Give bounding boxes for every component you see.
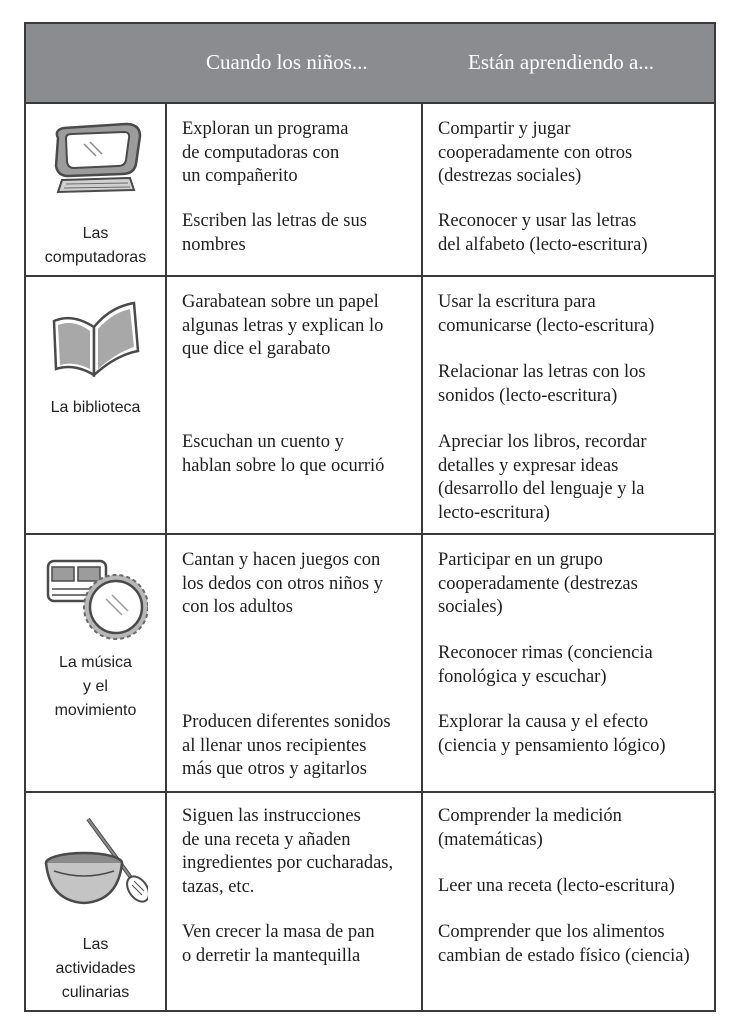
table-header: [26, 24, 714, 104]
music-icon: [44, 551, 148, 643]
category-label: Las actividades culinarias: [55, 936, 136, 1001]
category-label: La biblioteca: [50, 399, 141, 416]
when-block: Escuchan un cuento y hablan sobre lo que ocurrió: [182, 432, 385, 476]
learn-block: Relacionar las letras con los sonidos (lecto-escritura): [438, 362, 646, 406]
when-block: Producen diferentes sonidos al llenar unos recipientes más que otros y agitarlos: [182, 712, 391, 779]
learn-block: Apreciar los libros, recordar detalles y expresar ideas (desarrollo del lenguaje y la lecto-escritura): [438, 432, 647, 523]
table-row: [26, 793, 714, 1010]
learn-block: Participar en un grupo cooperadamente (destrezas sociales): [438, 550, 638, 617]
when-block: Garabatean sobre un papel algunas letras y explican lo que dice el garabato: [182, 292, 384, 359]
when-block: Escriben las letras de sus nombres: [182, 211, 367, 255]
cooking-bowl-icon: [44, 815, 148, 909]
category-label: Las computadoras: [44, 225, 147, 266]
table-row: [26, 535, 714, 793]
when-block: Cantan y hacen juegos con los dedos con otros niños y con los adultos: [182, 550, 383, 617]
category-cell: [26, 277, 165, 533]
header-when-children: Cuando los niños...: [206, 50, 368, 74]
learn-block: Compartir y jugar cooperadamente con otros (destrezas sociales): [438, 119, 633, 186]
learn-block: Reconocer y usar las letras del alfabeto (lecto-escritura): [438, 211, 648, 255]
when-block: Siguen las instrucciones de una receta y añaden ingredientes por cucharadas, tazas, etc.: [182, 806, 394, 897]
book-icon: [44, 297, 148, 377]
category-cell: [26, 535, 165, 791]
category-cell: [26, 102, 165, 275]
learn-block: Leer una receta (lecto-escritura): [438, 876, 675, 896]
when-block: Exploran un programa de computadoras con un compañerito: [182, 119, 349, 186]
learn-block: Comprender la medición (matemáticas): [438, 806, 622, 850]
learn-block: Usar la escritura para comunicarse (lecto-escritura): [438, 292, 655, 336]
category-label: La música y el movimiento: [54, 654, 137, 719]
header-learning: Están aprendiendo a...: [468, 50, 655, 74]
table-row: [26, 102, 714, 277]
when-block: Ven crecer la masa de pan o derretir la mantequilla: [182, 922, 375, 966]
category-cell: [26, 793, 165, 1010]
learn-block: Reconocer rimas (conciencia fonológica y escuchar): [438, 643, 653, 687]
learn-block: Comprender que los alimentos cambian de estado físico (ciencia): [438, 922, 690, 966]
activities-table: [24, 22, 716, 1012]
computer-icon: [44, 116, 148, 196]
learn-block: Explorar la causa y el efecto (ciencia y pensamiento lógico): [438, 712, 666, 756]
table-row: [26, 277, 714, 535]
